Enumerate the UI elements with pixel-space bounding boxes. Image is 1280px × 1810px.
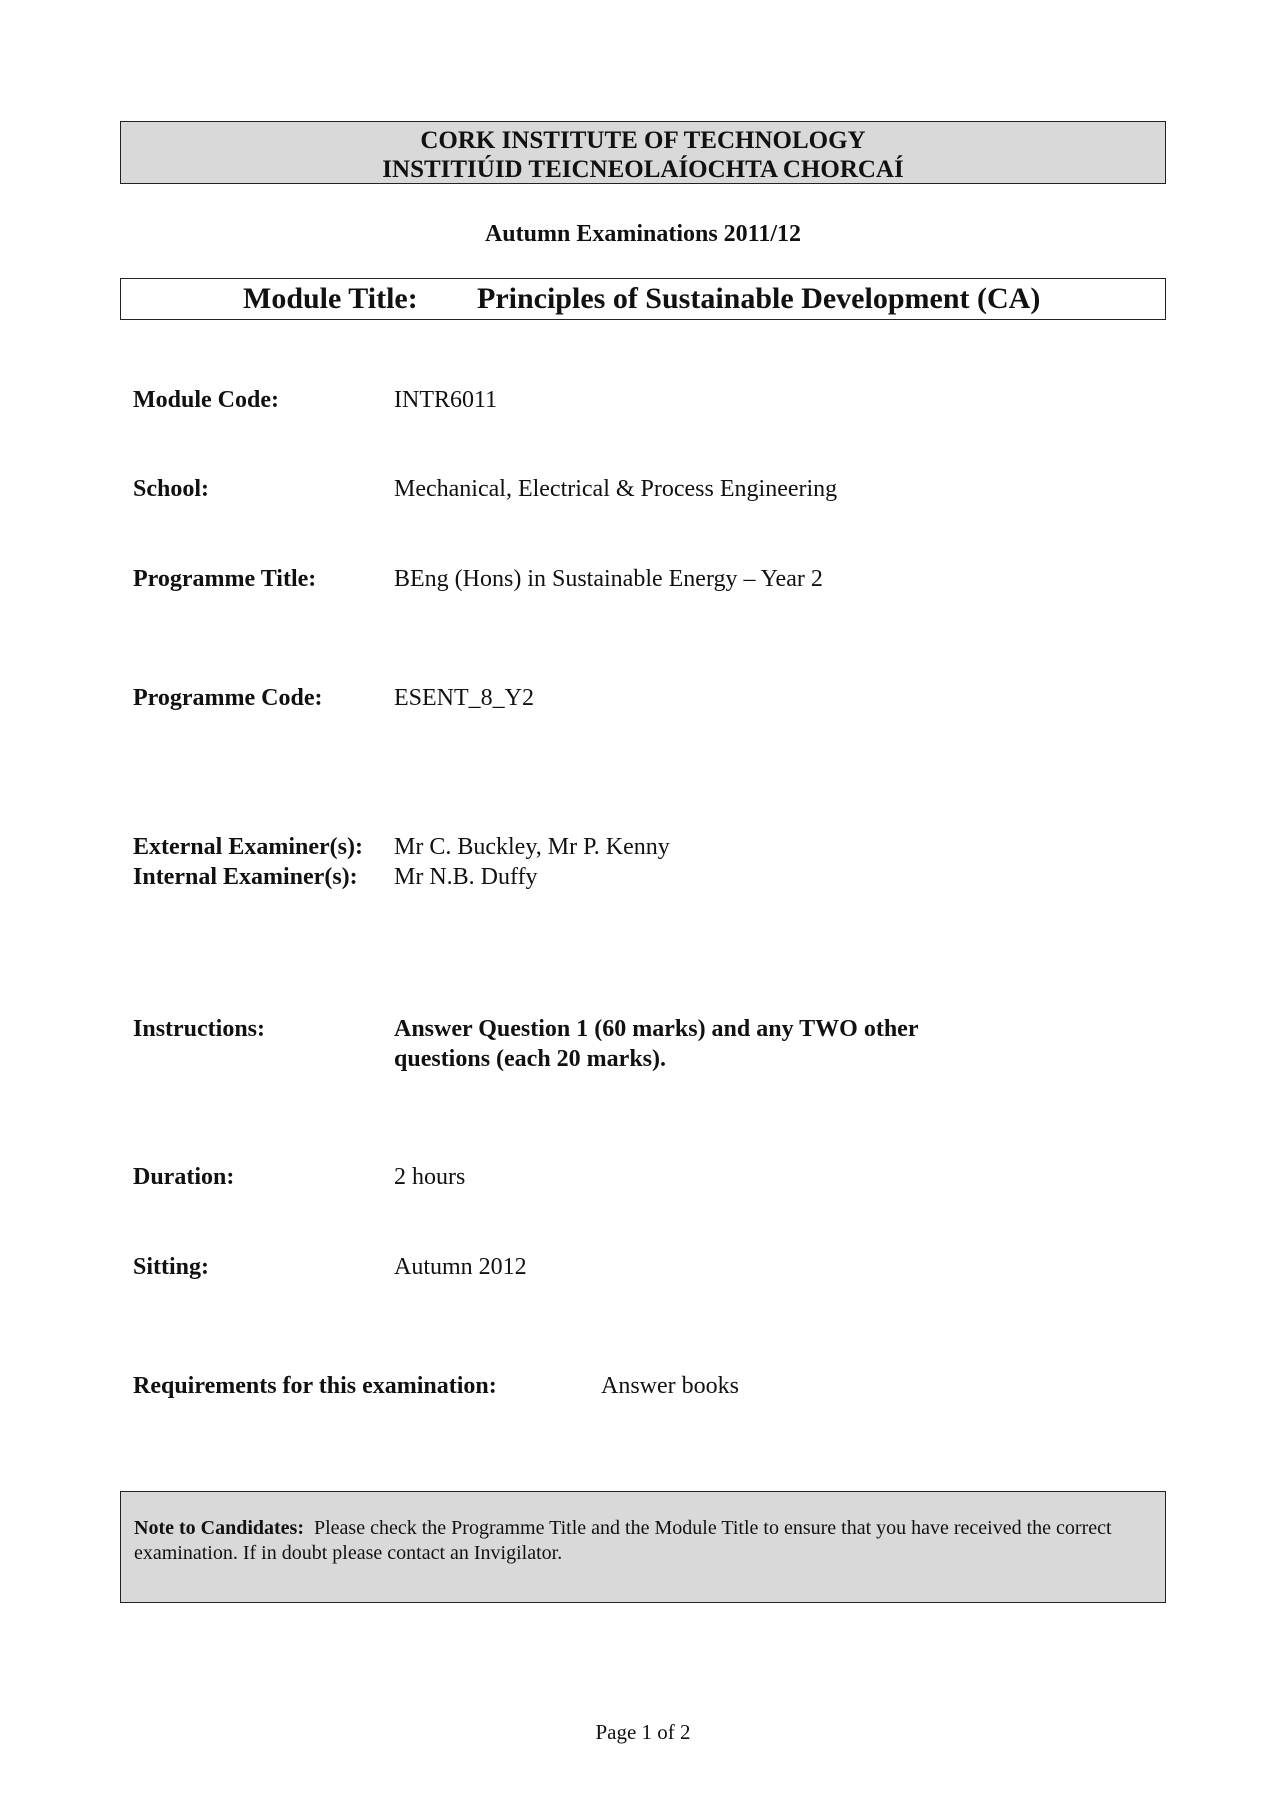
note-to-candidates-box bbox=[120, 1491, 1166, 1603]
institution-header bbox=[120, 121, 1166, 184]
sitting-label: Sitting: bbox=[133, 1254, 210, 1280]
external-examiners-label: External Examiner(s): bbox=[133, 834, 363, 860]
module-title-box bbox=[120, 278, 1166, 320]
duration-value: 2 hours bbox=[394, 1164, 466, 1190]
module-title-label: Module Title: bbox=[243, 282, 418, 315]
institution-name-english: CORK INSTITUTE OF TECHNOLOGY bbox=[420, 127, 866, 154]
requirements-label: Requirements for this examination: bbox=[133, 1373, 497, 1399]
exam-session-title: Autumn Examinations 2011/12 bbox=[484, 221, 802, 247]
internal-examiners-value: Mr N.B. Duffy bbox=[394, 864, 538, 890]
programme-code-value: ESENT_8_Y2 bbox=[394, 685, 534, 711]
external-examiners-value: Mr C. Buckley, Mr P. Kenny bbox=[394, 834, 670, 860]
school-value: Mechanical, Electrical & Process Engineering bbox=[394, 476, 838, 502]
instructions-label: Instructions: bbox=[133, 1016, 266, 1042]
note-label: Note to Candidates: bbox=[134, 1517, 304, 1539]
module-code-label: Module Code: bbox=[133, 387, 279, 413]
module-title-value: Principles of Sustainable Development (CA) bbox=[477, 282, 1041, 315]
note-text: Please check the Programme Title and the Module Title to ensure that you have received the correct examination. If in doubt please contact an Invigilator. bbox=[134, 1517, 1112, 1564]
module-code-value: INTR6011 bbox=[394, 387, 498, 413]
instructions-line-2: questions (each 20 marks). bbox=[394, 1046, 667, 1072]
requirements-value: Answer books bbox=[601, 1373, 739, 1399]
internal-examiners-label: Internal Examiner(s): bbox=[133, 864, 358, 890]
programme-title-value: BEng (Hons) in Sustainable Energy – Year 2 bbox=[394, 566, 823, 592]
duration-label: Duration: bbox=[133, 1164, 235, 1190]
programme-code-label: Programme Code: bbox=[133, 685, 323, 711]
page-indicator: Page 1 of 2 bbox=[595, 1720, 691, 1744]
sitting-value: Autumn 2012 bbox=[394, 1254, 527, 1280]
institution-name-irish: INSTITIÚID TEICNEOLAÍOCHTA CHORCAÍ bbox=[382, 156, 904, 183]
school-label: School: bbox=[133, 476, 210, 502]
programme-title-label: Programme Title: bbox=[133, 566, 317, 592]
instructions-line-1: Answer Question 1 (60 marks) and any TWO other bbox=[394, 1016, 919, 1042]
